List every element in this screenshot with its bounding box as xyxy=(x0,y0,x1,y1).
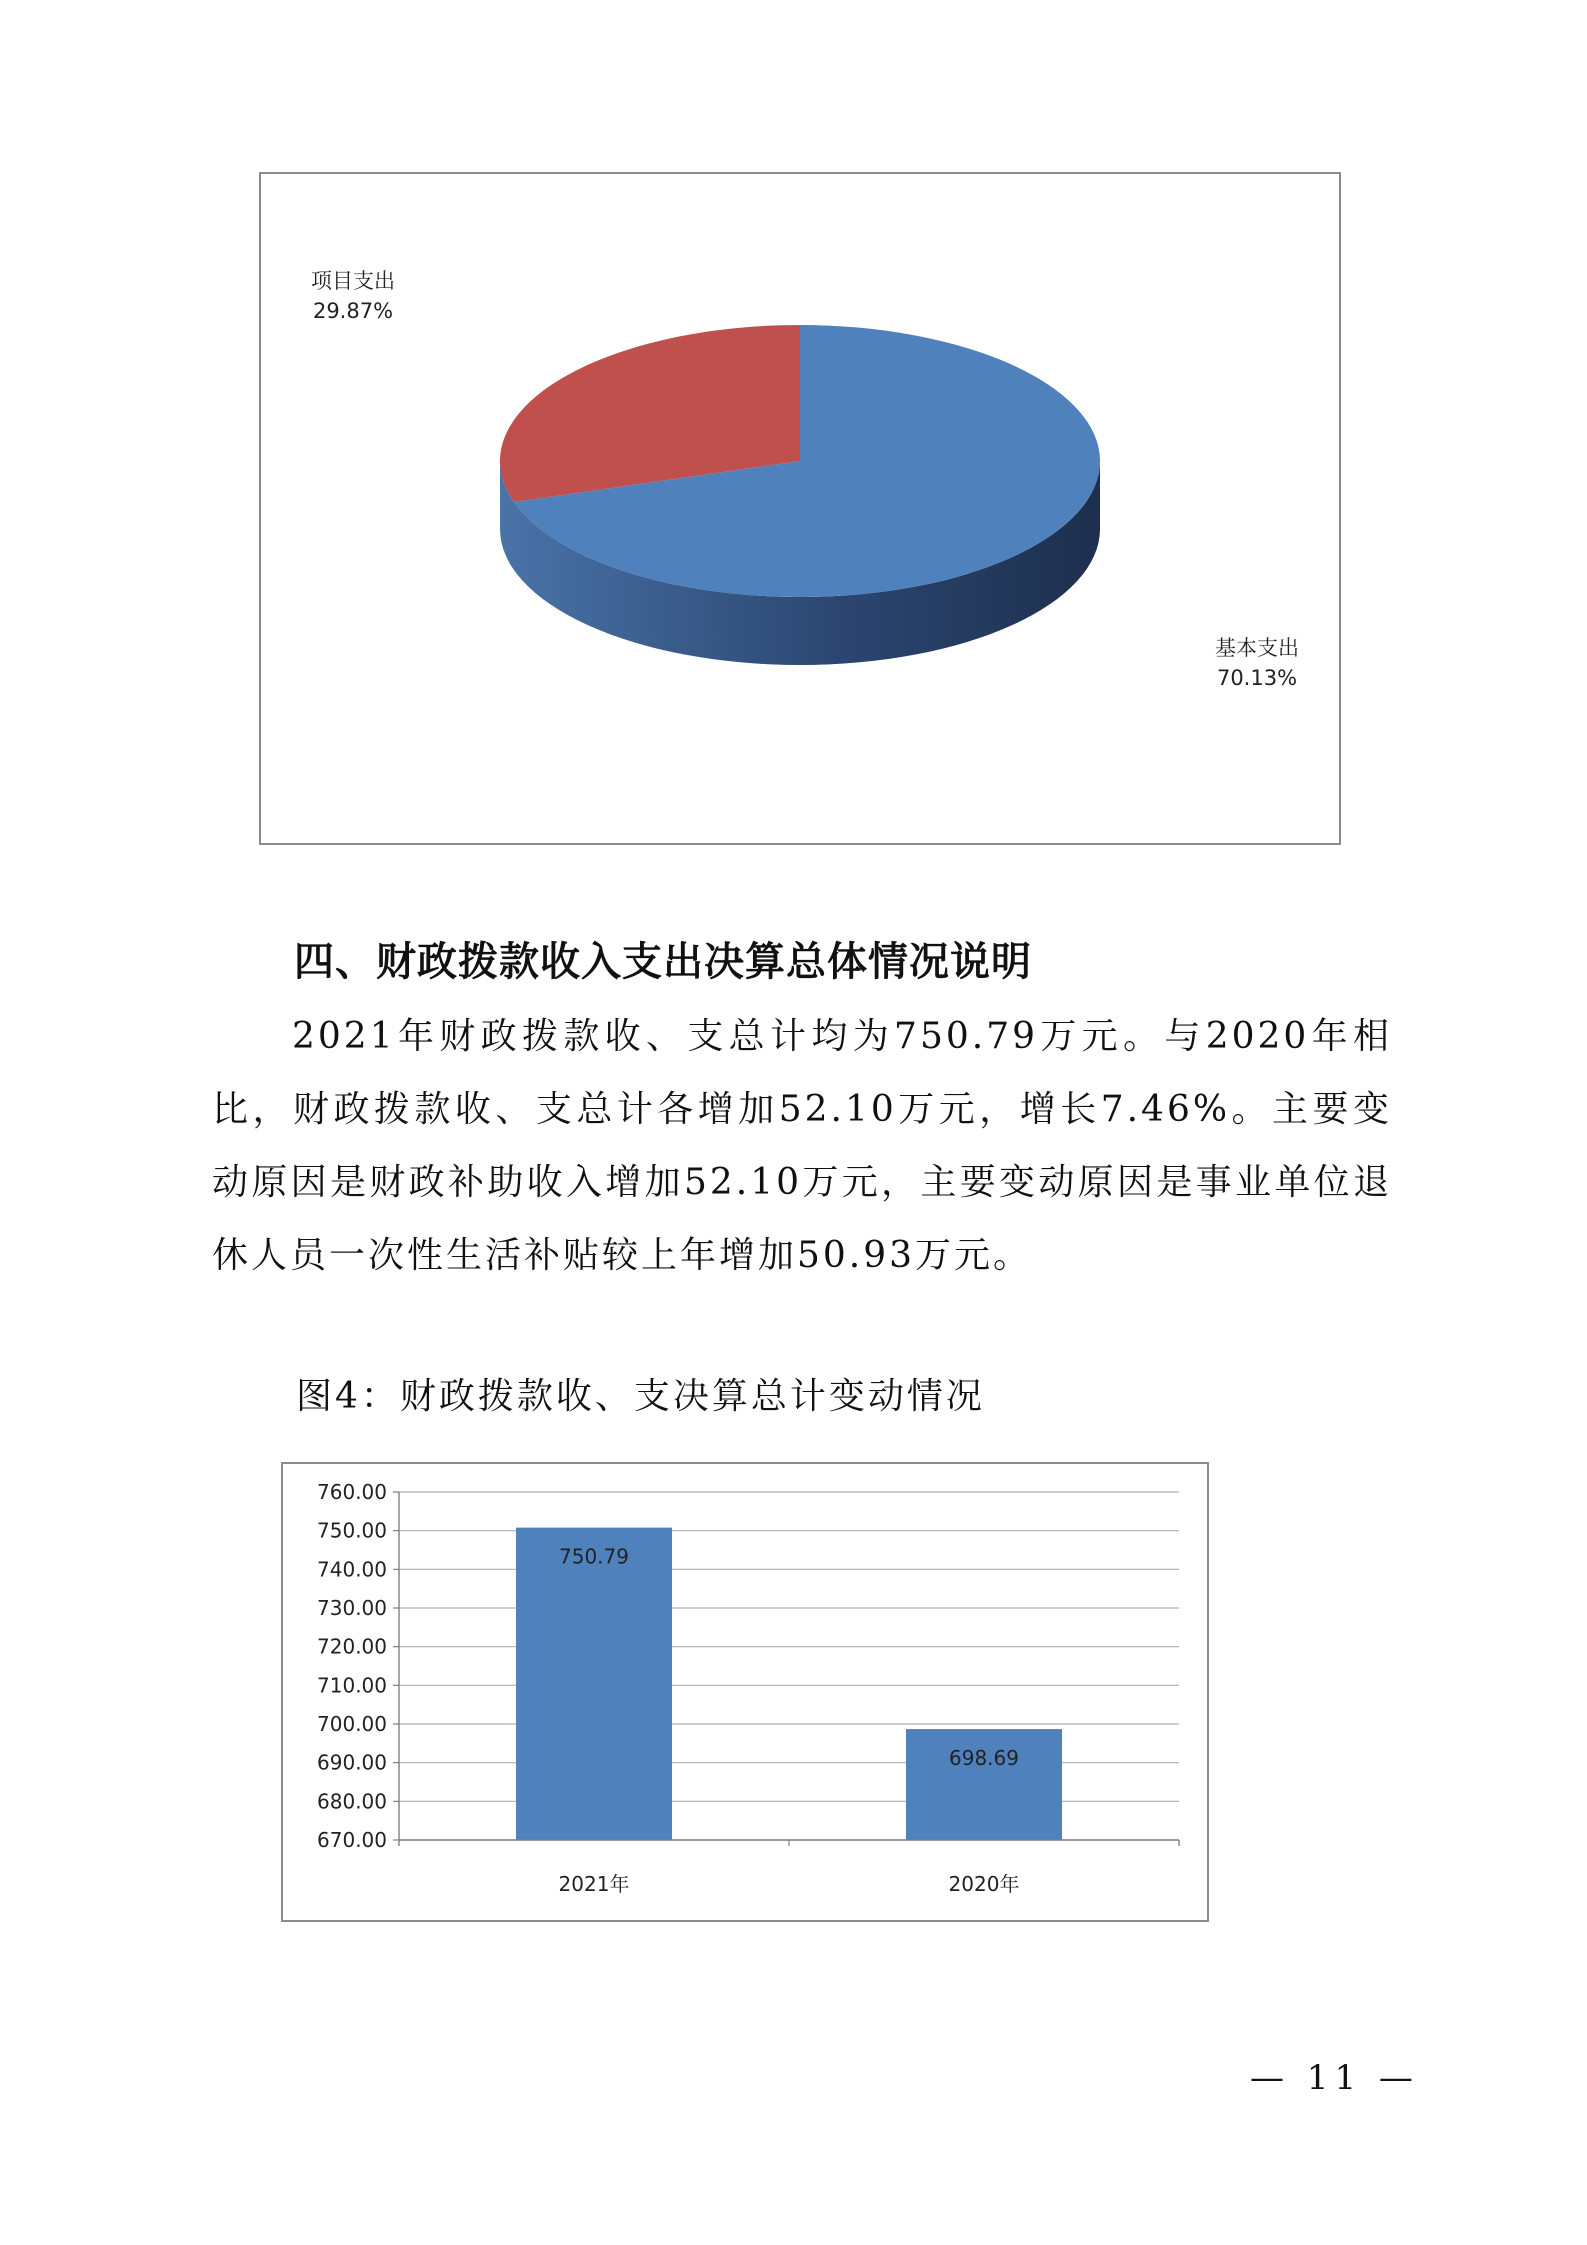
x-tick-label: 2020年 xyxy=(948,1872,1020,1896)
percent-basic-expenditure: 70.13% xyxy=(1216,666,1298,690)
bar-0 xyxy=(516,1528,672,1840)
section-heading: 四、财政拨款收入支出决算总体情况说明 xyxy=(294,939,1032,985)
y-tick-label: 710.00 xyxy=(317,1673,387,1698)
bar-chart xyxy=(283,1464,1207,1920)
y-tick-label: 730.00 xyxy=(317,1596,387,1620)
y-tick-label: 680.00 xyxy=(317,1789,387,1814)
y-tick-label: 700.00 xyxy=(317,1712,387,1736)
bars xyxy=(516,1528,1062,1840)
y-tick-label: 670.00 xyxy=(317,1828,387,1852)
percent-project-expenditure: 29.87% xyxy=(312,299,394,323)
y-tick-label: 720.00 xyxy=(317,1634,387,1659)
x-axis-ticks xyxy=(559,1840,1020,1896)
bar-data-label: 750.79 xyxy=(559,1544,629,1569)
label-basic-expenditure: 基本支出 xyxy=(1215,636,1299,660)
section-paragraph: 2021年财政拨款收、支总计均为750.79万元。与2020年相比，财政拨款收、支总计各增加52.10万元，增长7.46%。主要变动原因是财政补助收入增加52.10万元，主要变动原因是事业单位退休人员一次性生活补贴较上年增加50.93万元。 xyxy=(212,1016,1392,1276)
y-tick-label: 690.00 xyxy=(317,1750,387,1775)
figure-caption: 图4：财政拨款收、支决算总计变动情况 xyxy=(296,1376,985,1417)
y-tick-label: 740.00 xyxy=(317,1557,387,1582)
page-number: — 11 — xyxy=(1250,2058,1419,2098)
pie-chart xyxy=(261,174,1339,843)
y-tick-label: 750.00 xyxy=(317,1518,387,1543)
y-axis-ticks xyxy=(317,1480,399,1852)
bar-chart-frame xyxy=(281,1462,1209,1922)
bar-data-label: 698.69 xyxy=(949,1746,1019,1771)
x-tick-label: 2021年 xyxy=(558,1872,630,1896)
pie-chart-frame xyxy=(259,172,1341,845)
label-project-expenditure: 项目支出 xyxy=(311,269,395,293)
y-tick-label: 760.00 xyxy=(317,1480,387,1504)
